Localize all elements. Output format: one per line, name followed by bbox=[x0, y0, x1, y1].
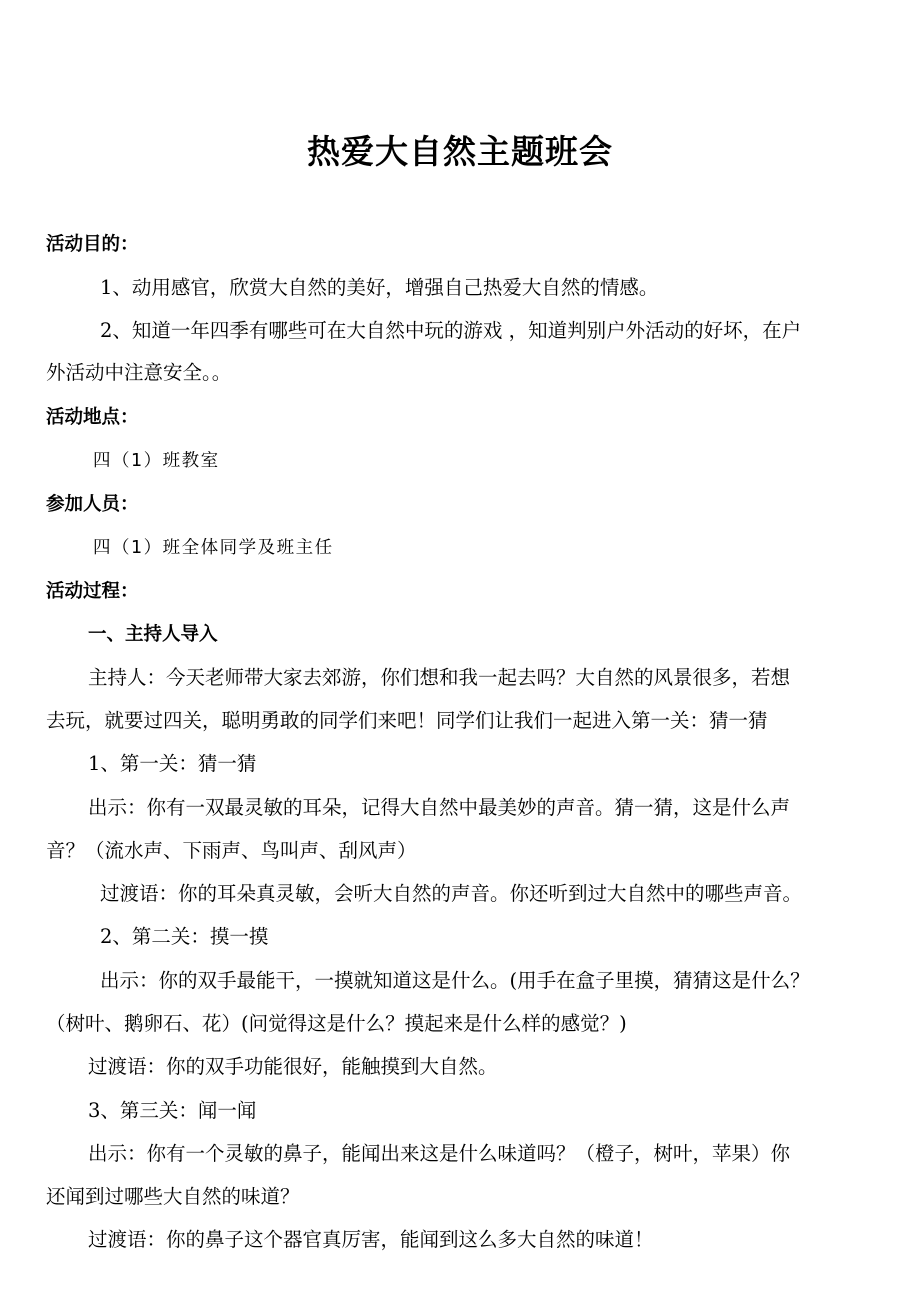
location-heading: 活动地点： bbox=[46, 407, 139, 428]
level-2-show-line-1: 出示：你的双手最能干，一摸就知道这是什么。(用手在盒子里摸，猜猜这是什么？ bbox=[100, 969, 810, 992]
level-3-title: 3、第三关：闻一闻 bbox=[88, 1099, 257, 1122]
purpose-item-2-line-2: 外活动中注意安全。。 bbox=[46, 361, 232, 384]
level-3-show-line-1: 出示：你有一个灵敏的鼻子，能闻出来这是什么味道吗？（橙子，树叶，苹果）你 bbox=[88, 1142, 791, 1165]
location-value: 四（1）班教室 bbox=[93, 451, 220, 471]
level-1-transition: 过渡语：你的耳朵真灵敏，会听大自然的声音。你还听到过大自然中的哪些声音。 bbox=[100, 882, 803, 905]
level-1-show-line-2: 音？（流水声、下雨声、鸟叫声、刮风声） bbox=[46, 839, 417, 862]
level-2-show-line-2: （树叶、鹅卵石、花）(问觉得这是什么？摸起来是什么样的感觉？) bbox=[46, 1012, 627, 1035]
level-1-title: 1、第一关：猜一猜 bbox=[88, 752, 257, 775]
participants-value: 四（1）班全体同学及班主任 bbox=[93, 538, 334, 558]
level-2-transition: 过渡语：你的双手功能很好，能触摸到大自然。 bbox=[88, 1055, 498, 1078]
purpose-heading: 活动目的： bbox=[46, 234, 139, 255]
process-heading: 活动过程： bbox=[46, 581, 139, 602]
process-sub-heading-1: 一、主持人导入 bbox=[88, 624, 218, 645]
participants-heading: 参加人员： bbox=[46, 494, 139, 515]
level-2-title: 2、第二关：摸一摸 bbox=[100, 925, 269, 948]
purpose-item-1: 1、动用感官，欣赏大自然的美好，增强自己热爱大自然的情感。 bbox=[100, 276, 659, 299]
level-3-show-line-2: 还闻到过哪些大自然的味道？ bbox=[46, 1185, 300, 1208]
purpose-item-2-line-1: 2、知道一年四季有哪些可在大自然中玩的游戏 ，知道判别户外活动的好坏，在户 bbox=[100, 319, 802, 342]
page-title: 热爱大自然主题班会 bbox=[307, 132, 613, 171]
host-intro-line-2: 去玩，就要过四关，聪明勇敢的同学们来吧！同学们让我们一起进入第一关：猜一猜 bbox=[46, 709, 768, 732]
level-1-show-line-1: 出示：你有一双最灵敏的耳朵，记得大自然中最美妙的声音。猜一猜，这是什么声 bbox=[88, 796, 791, 819]
host-intro-line-1: 主持人：今天老师带大家去郊游，你们想和我一起去吗？大自然的风景很多，若想 bbox=[88, 666, 791, 689]
level-3-transition: 过渡语：你的鼻子这个器官真厉害，能闻到这么多大自然的味道！ bbox=[88, 1228, 654, 1251]
